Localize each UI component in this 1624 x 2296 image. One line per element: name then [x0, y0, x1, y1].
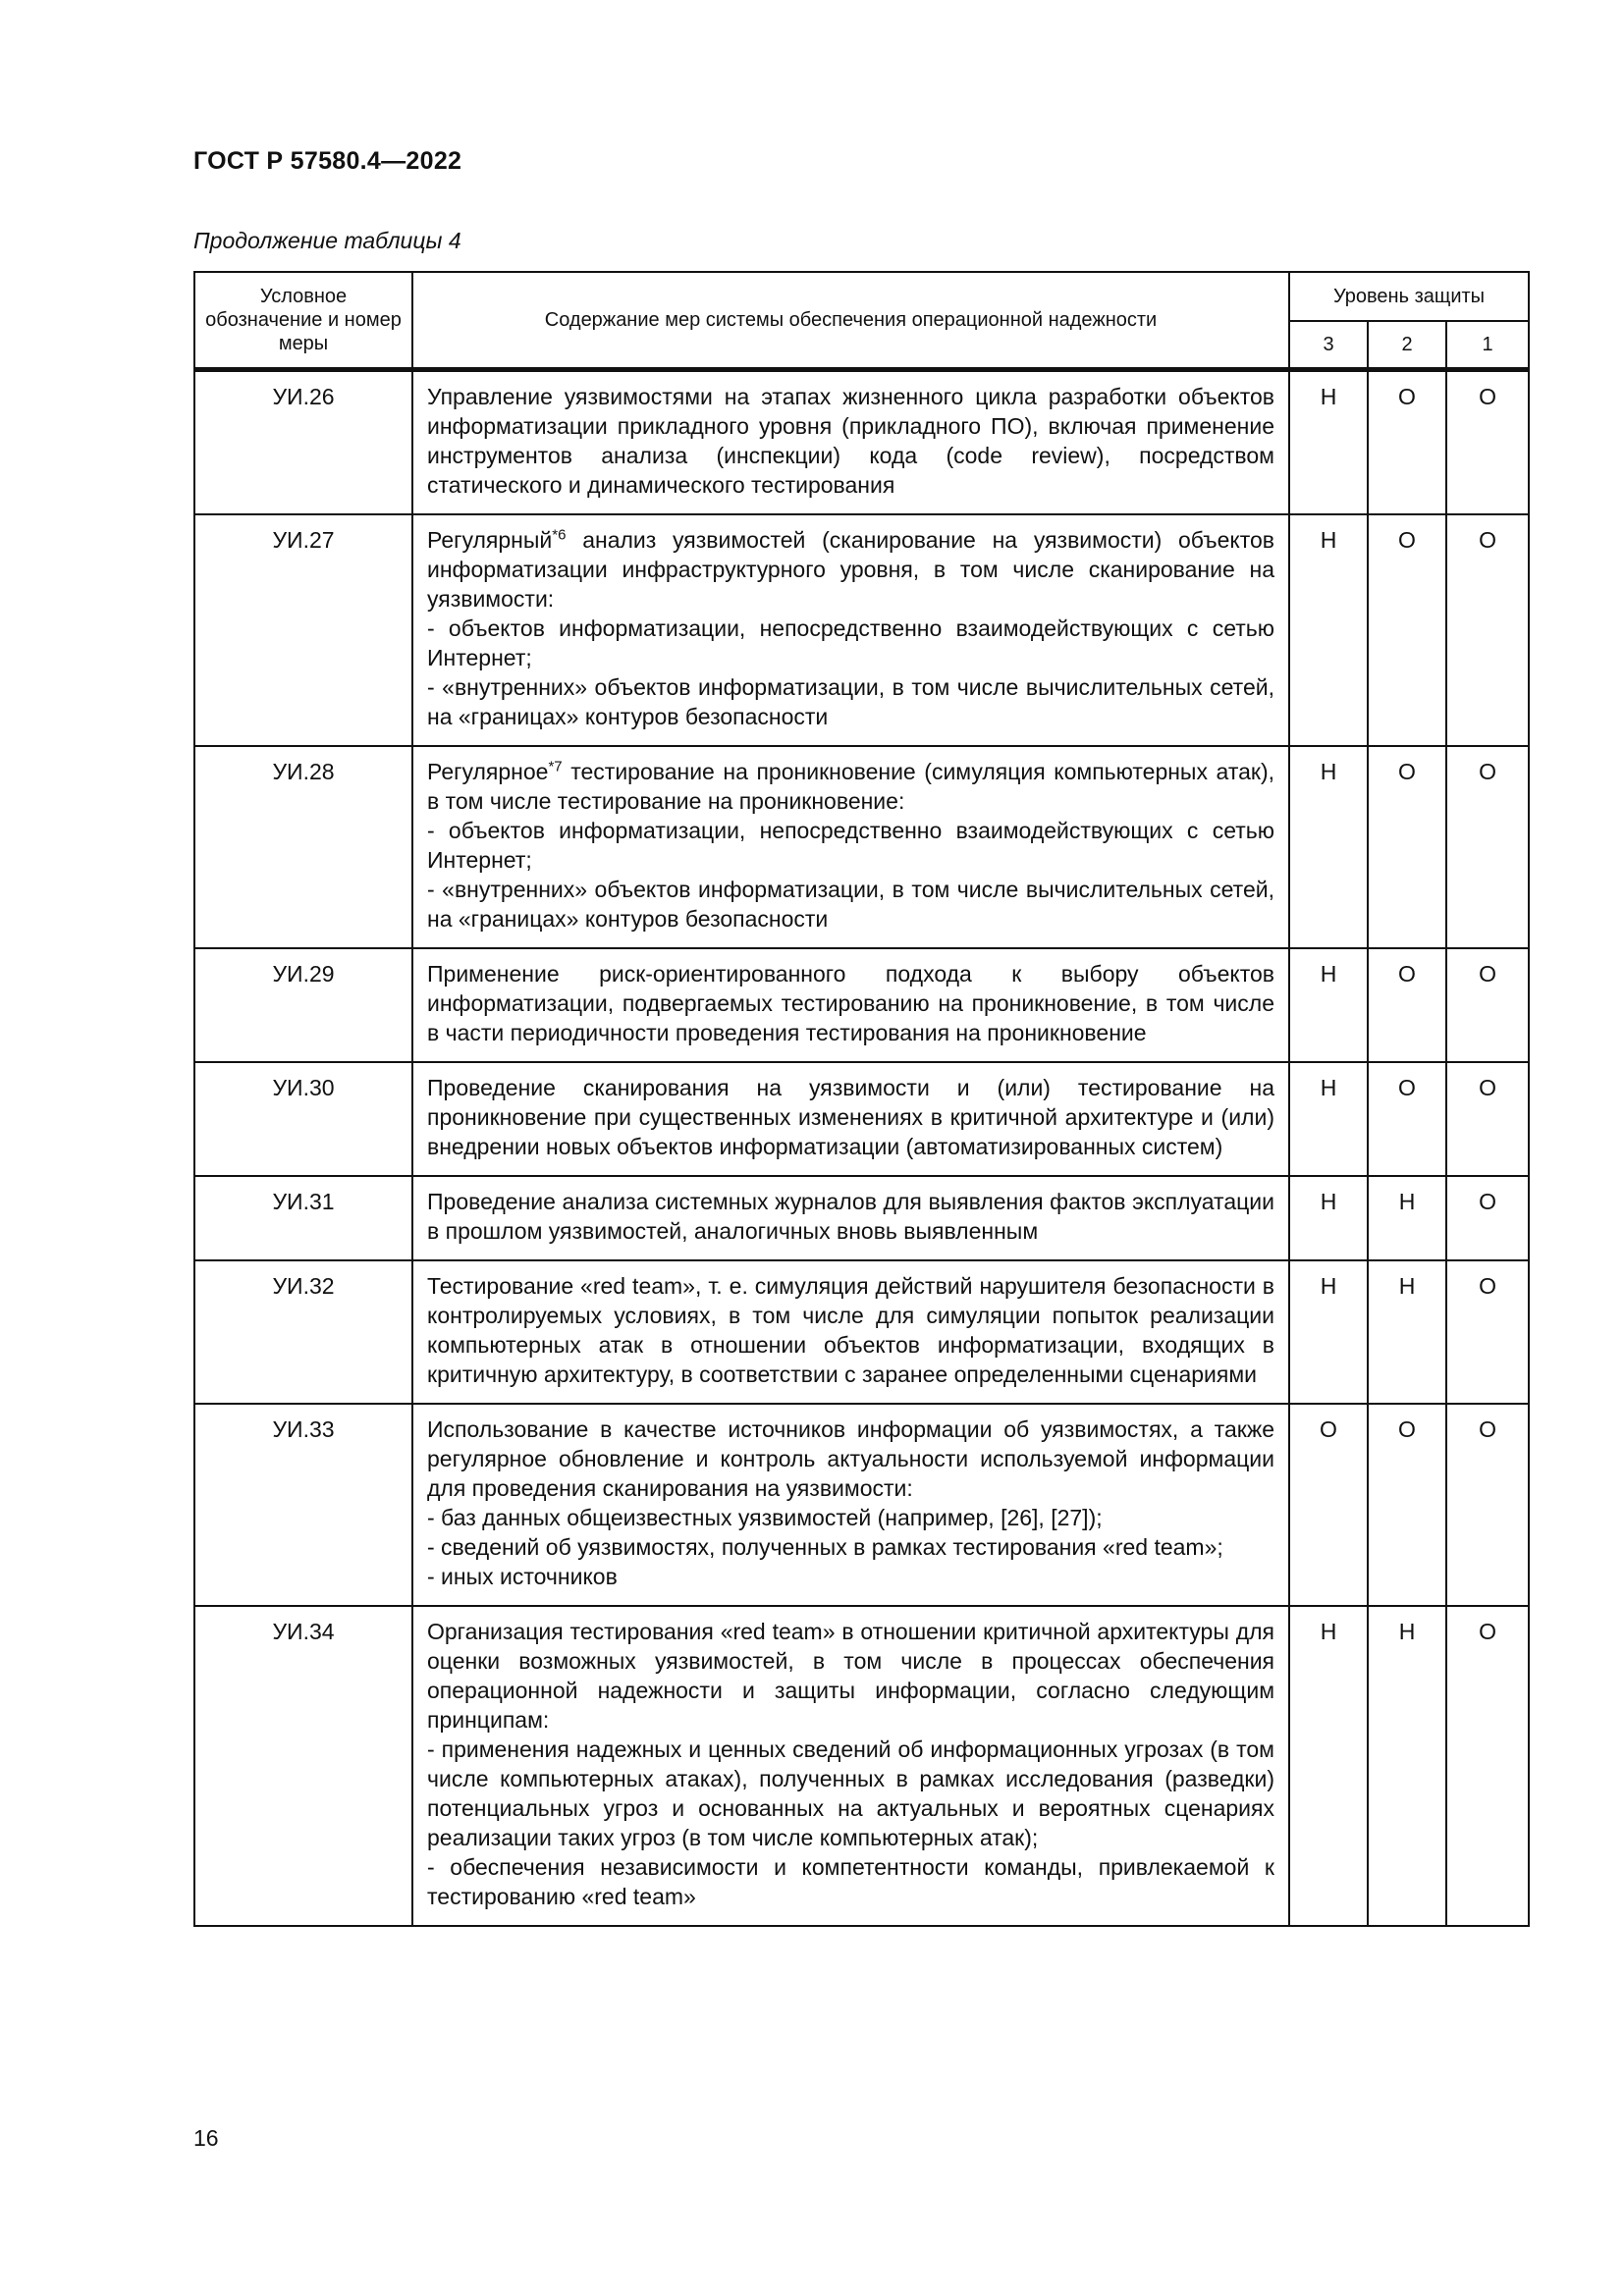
measure-content-item: - баз данных общеизвестных уязвимостей (например, [26], [27]); [427, 1505, 1103, 1530]
measure-content-main: Регулярное$^{*7}$ тестирование на проникновение (симуляция компьютерных атак), в том числе тестирование на проникновение: [427, 758, 1274, 814]
level-2-value: О [1368, 948, 1446, 1062]
level-2-value: Н [1368, 1606, 1446, 1926]
measure-content: Тестирование «red team», т. е. симуляция действий нарушителя безопасности в контролируемых условиях, в том числе для симуляции попыток реализации компьютерных атак в отношении объектов информатизации, входящих в критичную архитектуру, в соответствии с заранее определенными сценариями [412, 1260, 1289, 1404]
level-2-value: О [1368, 1062, 1446, 1176]
level-2-value: О [1368, 514, 1446, 746]
measure-content-item: - объектов информатизации, непосредственно взаимодействующих с сетью Интернет; [427, 818, 1274, 873]
col-header-content: Содержание мер системы обеспечения операционной надежности [412, 272, 1289, 370]
level-3-value: Н [1289, 948, 1368, 1062]
col-header-levels: Уровень защиты [1289, 272, 1529, 321]
table-row [194, 514, 1529, 746]
table-caption: Продолжение таблицы 4 [193, 228, 461, 253]
level-3-value: Н [1289, 1606, 1368, 1926]
level-3-value: Н [1289, 1176, 1368, 1260]
measure-content-item: - «внутренних» объектов информатизации, в том числе вычислительных сетей, на «границах» контуров безопасности [427, 674, 1274, 729]
level-2-value: О [1368, 1404, 1446, 1606]
measure-content-item: - иных источников [427, 1564, 618, 1589]
measure-code: УИ.32 [194, 1260, 412, 1404]
document-header: ГОСТ Р 57580.4—2022 [193, 147, 462, 175]
measure-content [412, 746, 1289, 948]
level-3-value: Н [1289, 746, 1368, 948]
level-1-value: О [1446, 1176, 1529, 1260]
measure-content-item: - сведений об уязвимостях, полученных в рамках тестирования «red team»; [427, 1534, 1223, 1560]
level-1-value: О [1446, 1260, 1529, 1404]
table-row [194, 1606, 1529, 1926]
table-row [194, 948, 1529, 1062]
table-row [194, 1176, 1529, 1260]
level-1-value: О [1446, 948, 1529, 1062]
measure-code: УИ.31 [194, 1176, 412, 1260]
measure-content: Применение риск-ориентированного подхода к выбору объектов информатизации, подвергаемых тестированию на проникновение, в том числе в части периодичности проведения тестирования на проникновение [412, 948, 1289, 1062]
measure-content-item: - применения надежных и ценных сведений об информационных угрозах (в том числе компьютерных атаках), полученных в рамках исследования (разведки) потенциальных угроз и основанных на актуальных и вероятных сценариях реализации таких угроз (в том числе компьютерных атак); [427, 1736, 1274, 1850]
table-row [194, 1404, 1529, 1606]
level-header-2: 2 [1368, 321, 1446, 370]
measures-table [193, 271, 1530, 1927]
table-row [194, 1062, 1529, 1176]
footnote-marker: *6 [552, 526, 567, 544]
level-2-value: Н [1368, 1260, 1446, 1404]
measure-code: УИ.34 [194, 1606, 412, 1926]
col-header-code: Условное обозначение и номер меры [194, 272, 412, 370]
level-1-value: О [1446, 1606, 1529, 1926]
measure-content-main: Использование в качестве источников информации об уязвимостях, а также регулярное обновление и контроль актуальности используемой информации для проведения сканирования на уязвимости: [427, 1416, 1274, 1501]
level-2-value: Н [1368, 1176, 1446, 1260]
level-2-value: О [1368, 370, 1446, 515]
table-row [194, 370, 1529, 515]
measure-content: Управление уязвимостями на этапах жизненного цикла разработки объектов информатизации прикладного уровня (прикладного ПО), включая применение инструментов анализа (инспекции) кода (code review), посредством статического и динамического тестирования [412, 370, 1289, 515]
table-row [194, 1260, 1529, 1404]
level-1-value: О [1446, 514, 1529, 746]
measure-code: УИ.28 [194, 746, 412, 948]
measure-content: Проведение сканирования на уязвимости и (или) тестирование на проникновение при существенных изменениях в критичной архитектуре и (или) внедрении новых объектов информатизации (автоматизированных систем) [412, 1062, 1289, 1176]
level-3-value: Н [1289, 370, 1368, 515]
level-1-value: О [1446, 1404, 1529, 1606]
level-header-3: 3 [1289, 321, 1368, 370]
level-1-value: О [1446, 1062, 1529, 1176]
measure-content [412, 514, 1289, 746]
level-3-value: Н [1289, 1062, 1368, 1176]
measure-code: УИ.27 [194, 514, 412, 746]
level-3-value: Н [1289, 514, 1368, 746]
measure-content-item: - обеспечения независимости и компетентности команды, привлекаемой к тестированию «red team» [427, 1854, 1274, 1909]
measure-code: УИ.26 [194, 370, 412, 515]
level-1-value: О [1446, 370, 1529, 515]
measure-content [412, 1606, 1289, 1926]
measure-code: УИ.30 [194, 1062, 412, 1176]
level-header-1: 1 [1446, 321, 1529, 370]
level-3-value: Н [1289, 1260, 1368, 1404]
table-row [194, 746, 1529, 948]
measure-code: УИ.33 [194, 1404, 412, 1606]
footnote-marker: *7 [548, 758, 563, 775]
measure-content-item: - объектов информатизации, непосредственно взаимодействующих с сетью Интернет; [427, 615, 1274, 670]
level-2-value: О [1368, 746, 1446, 948]
level-1-value: О [1446, 746, 1529, 948]
level-3-value: О [1289, 1404, 1368, 1606]
measure-content [412, 1404, 1289, 1606]
measure-content-item: - «внутренних» объектов информатизации, в том числе вычислительных сетей, на «границах» контуров безопасности [427, 877, 1274, 932]
page-number: 16 [193, 2125, 219, 2151]
measure-content-main: Организация тестирования «red team» в отношении критичной архитектуры для оценки возможных уязвимостей, в том числе в процессах обеспечения операционной надежности и защиты информации, согласно следующим принципам: [427, 1619, 1274, 1733]
measure-content: Проведение анализа системных журналов для выявления фактов эксплуатации в прошлом уязвимостей, аналогичных вновь выявленным [412, 1176, 1289, 1260]
measure-code: УИ.29 [194, 948, 412, 1062]
measure-content-main: Регулярный$^{*6}$ анализ уязвимостей (сканирование на уязвимости) объектов информатизации инфраструктурного уровня, в том числе сканирование на уязвимости: [427, 526, 1274, 612]
